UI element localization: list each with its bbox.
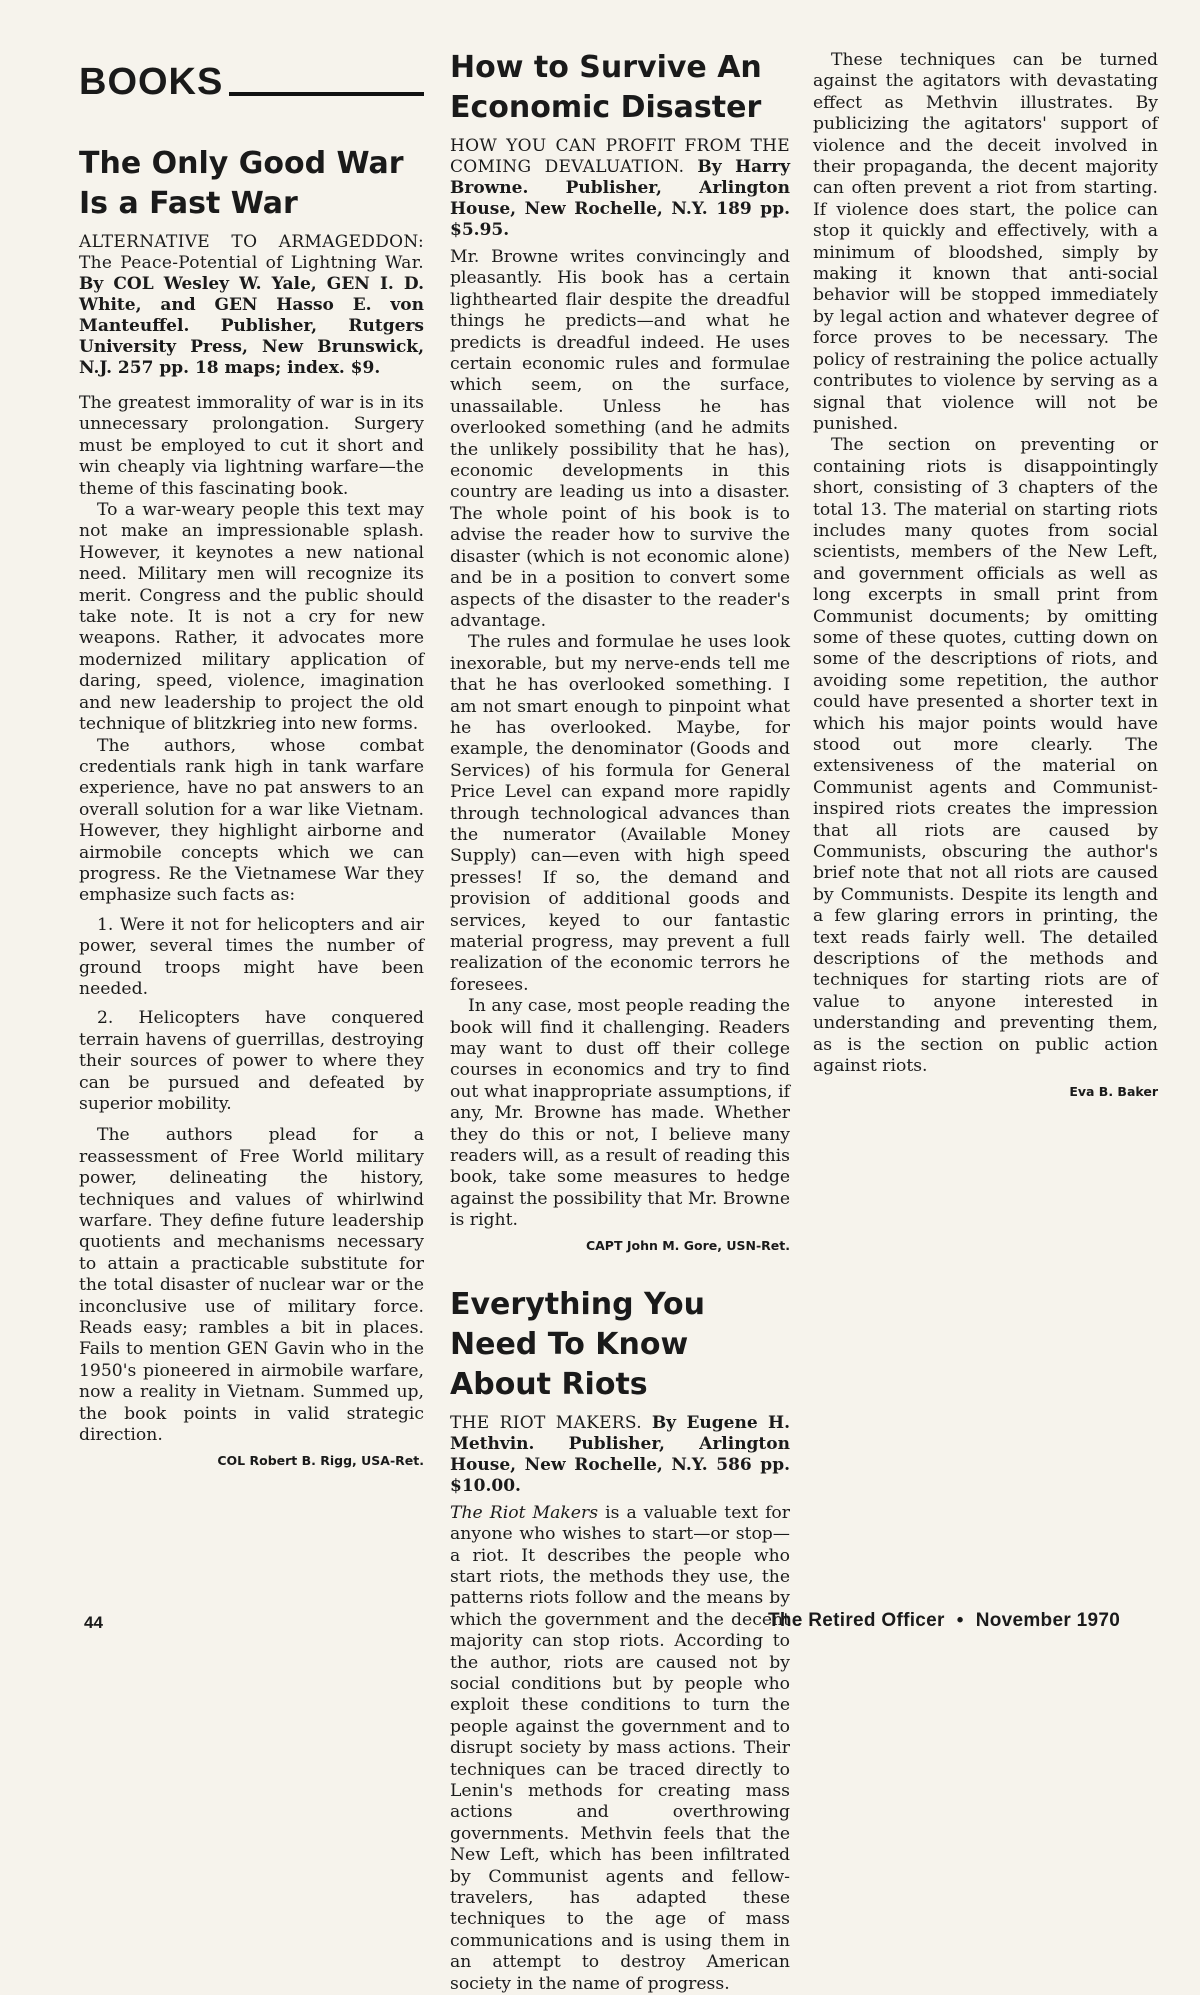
review1-paragraph: The authors, whose combat credentials rank high in tank warfare experience, have no pat answers to an overall solution for a war like Vietnam. However, they highlight airborne and airmobile concepts which we can progress. Re the Vietnamese War they emphasize such facts as: <box>79 735 424 906</box>
review2-reviewer: CAPT John M. Gore, USN-Ret. <box>585 1237 790 1253</box>
review3-reviewer: Eva B. Baker <box>1069 1083 1158 1099</box>
review1-list-item: 2. Helicopters have conquered terrain havens of guerrillas, destroying their sources of power to where they can be pursued and defeated by superior mobility. <box>79 1008 424 1114</box>
issue-date: November 1970 <box>975 1610 1121 1631</box>
column-left <box>79 62 424 1468</box>
review2-headline: How to Survive An Economic Disaster <box>450 50 762 125</box>
footer-separator: • <box>956 1610 964 1631</box>
review2-credits: By Harry Browne. Publisher, Arlington House, New Rochelle, N.Y. 189 pp. $5.95. <box>450 157 790 240</box>
review1-credits: By COL Wesley W. Yale, GEN I. D. White, and GEN Hasso E. von Manteuffel. Publisher, Rutgers University Press, New Brunswick, N.J. 257 pp. 18 maps; index. $9. <box>79 274 424 378</box>
review3-headline: Everything You Need To Know About Riots <box>450 1286 705 1402</box>
review3-paragraph: The section on preventing or containing riots is disappointingly short, consisting of 3 chapters of the total 13. The material on starting riots includes many quotes from social scientists, members of the New Left, and government officials as well as long excerpts in small print from Communist documents; by omitting some of these quotes, cutting down on some of the descriptions of riots, and avoiding some repetition, the author could have presented a shorter text in which his major points would have stood out more clearly. The extensiveness of the material on Communist agents and Communist-inspired riots creates the impression that all riots are caused by Communists, obscuring the author's brief note that not all riots are caused by Communists. Despite its length and a few glaring errors in printing, the text reads fairly well. The detailed descriptions of the methods and techniques for starting riots are of value to anyone interested in understanding and preventing them, as is the section on public action against riots. <box>813 435 1158 1077</box>
page-number: 44 <box>84 1613 103 1632</box>
review2-paragraph: The rules and formulae he uses look inexorable, but my nerve-ends tell me that he has overlooked something. I am not smart enough to pinpoint what he has overlooked. Maybe, for example, the denominator (Goods and Services) of his formula for General Price Level can expand more rapidly through technological advances than the numerator (Available Money Supply) can—even with high speed presses! If so, the demand and provision of additional goods and services, keyed to our fantastic material progress, may prevent a full realization of the economic terrors he foresees. <box>450 632 790 995</box>
review3-intro-paragraph <box>450 1503 790 1995</box>
review1-reviewer: COL Robert B. Rigg, USA-Ret. <box>217 1452 424 1468</box>
review1-paragraph: The greatest immorality of war is in its unnecessary prolongation. Surgery must be employed to cut it short and win cheaply via lightning warfare—the theme of this fascinating book. <box>79 393 424 499</box>
review3-intro-text: is a valuable text for anyone who wishes to start—or stop—a riot. It describes the people who start riots, the methods they use, the patterns riots follow and the means by which the government and the decent majority can stop riots. According to the author, riots are caused not by social conditions but by people who exploit these conditions to turn the people against the government and to disrupt society by mass actions. Their techniques can be traced directly to Lenin's methods for creating mass actions and overthrowing governments. Methvin feels that the New Left, which has been infiltrated by Communist agents and fellow-travelers, has adapted these techniques to the age of mass communications and is using them in an attempt to destroy American society in the name of progress. <box>450 1502 790 1994</box>
review2-paragraph: Mr. Browne writes convincingly and pleasantly. His book has a certain lighthearted flair despite the dreadful things he predicts—and what he predicts is dreadful indeed. He uses certain economic rules and formulae which seem, on the surface, unassailable. Unless he has overlooked something (and he admits the unlikely possibility that he has), economic developments in this country are leading us into a disaster. The whole point of his book is to advise the reader how to survive the disaster (which is not economic alone) and be in a position to convert some aspects of the disaster to the reader's advantage. <box>450 247 790 631</box>
review1-book-title: ALTERNATIVE TO ARMAGEDDON: The Peace-Potential of Lightning War. <box>79 232 424 273</box>
review3-paragraph: These techniques can be turned against the agitators with devastating effect as Methvin illustrates. By publicizing the agitators' support of violence and the deceit involved in their propaganda, the decent majority can often prevent a riot from starting. If violence does start, the police can stop it quickly and effectively, with a minimum of bloodshed, simply by making it known that anti-social behavior will be stopped immediately by legal action and whatever degree of force proves to be necessary. The policy of restraining the police actually contributes to violence by serving as a signal that violence will not be punished. <box>813 50 1158 434</box>
review3-book-title: THE RIOT MAKERS. <box>450 1412 642 1433</box>
review2-paragraph: In any case, most people reading the book will find it challenging. Readers may want to dust off their college courses in economics and try to find out what inappropriate assumptions, if any, Mr. Browne has made. Whether they do this or not, I believe many readers will, as a result of reading this book, take some measures to hedge against the possibility that Mr. Browne is right. <box>450 996 790 1231</box>
review3-credits: By Eugene H. Methvin. Publisher, Arlington House, New Rochelle, N.Y. 586 pp. $10.00. <box>450 1412 790 1496</box>
review3-bibliography <box>450 1413 790 1497</box>
section-rule <box>229 92 424 96</box>
column-middle <box>450 48 790 1995</box>
review3-book-title-italic: The Riot Makers <box>450 1502 599 1523</box>
publication-name: The Retired Officer <box>768 1610 945 1631</box>
review1-closing-paragraph: The authors plead for a reassessment of Free World military power, delineating the history, techniques and values of whirlwind warfare. They define future leadership quotients and mechanisms necessary to attain a practicable substitute for the total disaster of nuclear war or the inconclusive use of military force. Reads easy; rambles a bit in places. Fails to mention GEN Gavin who in the 1950's pioneered in airmobile warfare, now a reality in Vietnam. Summed up, the book points in valid strategic direction. <box>79 1125 424 1446</box>
column-right <box>813 50 1158 1099</box>
review2-book-title: HOW YOU CAN PROFIT FROM THE COMING DEVALUATION. <box>450 136 790 177</box>
section-header <box>79 62 424 102</box>
footer-publication-line <box>768 1610 1120 1632</box>
review1-list-item: 1. Were it not for helicopters and air power, several times the number of ground troops might have been needed. <box>79 914 424 999</box>
section-label: BOOKS <box>79 61 224 103</box>
review1-bibliography <box>79 232 424 379</box>
review1-headline: The Only Good War Is a Fast War <box>79 146 404 221</box>
review1-paragraph: To a war-weary people this text may not make an impressionable splash. However, it keynotes a new national need. Military men will recognize its merit. Congress and the public should take note. It is not a cry for new weapons. Rather, it advocates more modernized military application of daring, speed, violence, imagination and new leadership to project the old technique of blitzkrieg into new forms. <box>79 500 424 735</box>
review2-bibliography <box>450 136 790 241</box>
